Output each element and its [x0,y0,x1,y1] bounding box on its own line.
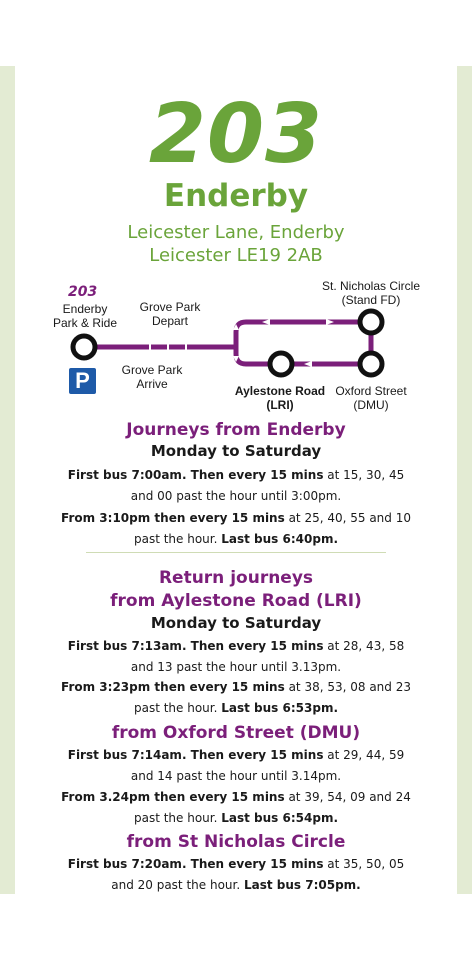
return-days: Monday to Saturday [150,614,322,632]
st-nicholas-heading: from St Nicholas Circle [126,832,346,852]
st-nicholas-paragraph-1: First bus 7:20am. Then every 15 mins at 35, 50, 05 and 20 past the hour. Last bus 7:05pm. [67,857,405,892]
label-grove-park-arrive: Grove Park Arrive [121,363,183,391]
route-destination: Enderby [163,178,309,214]
label-enderby: Enderby Park & Ride [52,302,118,330]
label-aylestone-road: Aylestone Road (LRI) [234,384,326,412]
enderby-paragraph-1: First bus 7:00am. Then every 15 mins at 15, 30, 45 and 00 past the hour until 3:00pm. [67,468,405,503]
return-paragraph-1: First bus 7:13am. Then every 15 mins at 28, 43, 58 and 13 past the hour until 3.13pm. [67,639,405,674]
section-divider [86,552,386,553]
return-paragraph-2: From 3:23pm then every 15 mins at 38, 53, 08 and 23 past the hour. Last bus 6:53pm. [61,680,411,715]
label-st-nicholas-circle: St. Nicholas Circle (Stand FD) [321,279,421,307]
stop-st-nicholas-circle [360,311,382,333]
label-oxford-street: Oxford Street (DMU) [335,384,407,412]
enderby-paragraph-2: From 3:10pm then every 15 mins at 25, 40, 55 and 10 past the hour. Last bus 6:40pm. [61,511,411,546]
oxford-heading: from Oxford Street (DMU) [111,723,361,743]
return-heading-line-1: Return journeys [158,568,314,588]
stop-aylestone-road [270,353,292,375]
address-line-1: Leicester Lane, Enderby [127,222,345,243]
oxford-paragraph-1: First bus 7:14am. Then every 15 mins at 29, 44, 59 and 14 past the hour until 3.14pm. [67,748,405,783]
return-heading-line-2: from Aylestone Road (LRI) [110,591,362,611]
enderby-heading: Journeys from Enderby [126,420,346,440]
stop-oxford-street [360,353,382,375]
route-line-loop [236,322,371,364]
enderby-days: Monday to Saturday [150,442,322,460]
map-route-badge: 203 [68,284,98,300]
stop-enderby-park-ride [73,336,95,358]
parking-icon: P [69,368,96,394]
label-grove-park-depart: Grove Park Depart [139,300,201,328]
oxford-paragraph-2: From 3.24pm then every 15 mins at 39, 54, 09 and 24 past the hour. Last bus 6:54pm. [61,790,411,825]
route-number: 203 [148,87,324,182]
address-line-2: Leicester LE19 2AB [149,245,323,266]
